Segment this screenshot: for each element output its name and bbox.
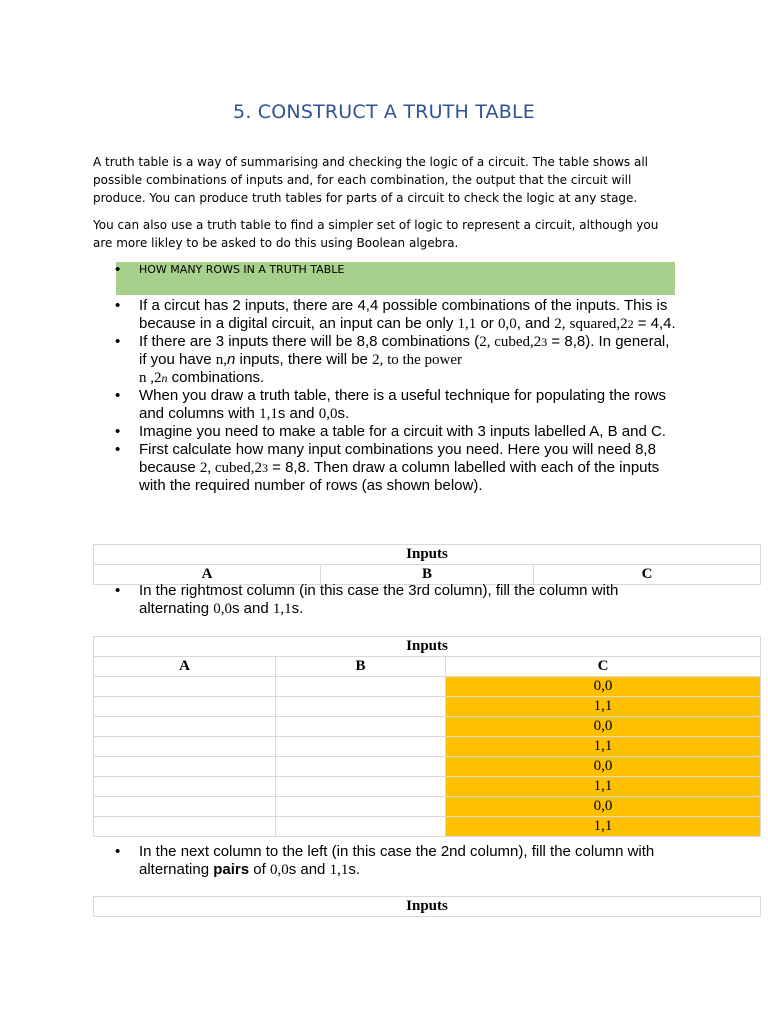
truth-table-empty xyxy=(93,544,761,585)
cell-c: 0,0 xyxy=(446,797,761,817)
table-caption: Inputs xyxy=(94,637,761,657)
table-row xyxy=(94,777,761,797)
cell-c: 0,0 xyxy=(446,757,761,777)
page-title: 5. CONSTRUCT A TRUTH TABLE xyxy=(233,101,535,123)
bullet-rightmost-column: • In the rightmost column (in this case the 3rd column), fill the column with alternating 0,0s and 1,1s. xyxy=(0,582,679,618)
table-caption: Inputs xyxy=(94,545,761,565)
column-header-a: A xyxy=(94,657,276,677)
intro-paragraph-2: You can also use a truth table to find a simpler set of logic to represent a circuit, although you are more likley to be asked to do this using Boolean algebra. xyxy=(93,218,659,250)
bullet-inputs-combinations: • If a circut has 2 inputs, there are 4,4 possible combinations of the inputs. This is because in a digital circuit, an input can be only 1,1 or 0,0, and 2, squared,22 = 4,4. xyxy=(0,297,679,333)
cell-c: 0,0 xyxy=(446,677,761,697)
truth-table-column-c xyxy=(93,636,761,837)
cell-c: 1,1 xyxy=(446,737,761,757)
bullet-technique: • When you draw a truth table, there is a useful technique for populating the rows and columns with 1,1s and 0,0s. xyxy=(0,387,679,423)
bullet-first-calculate: • First calculate how many input combinations you need. Here you will need 8,8 because 2, cubed,23 = 8,8. Then draw a column labelled with each of the inputs with the required number of rows (as shown below). xyxy=(0,441,679,495)
column-header-c: C xyxy=(534,565,761,585)
table-row xyxy=(94,717,761,737)
table-row xyxy=(94,757,761,777)
column-header-b: B xyxy=(321,565,534,585)
table-row xyxy=(94,817,761,837)
bullet-list-1 xyxy=(0,297,768,495)
column-header-a: A xyxy=(94,565,321,585)
bullet-marker: • xyxy=(115,261,121,278)
section-heading: HOW MANY ROWS IN A TRUTH TABLE xyxy=(139,263,345,276)
table-row xyxy=(94,737,761,757)
table-caption: Inputs xyxy=(94,897,761,917)
bullet-list-3 xyxy=(0,843,768,879)
cell-c: 1,1 xyxy=(446,777,761,797)
column-header-c: C xyxy=(446,657,761,677)
bullet-imagine: • Imagine you need to make a table for a circuit with 3 inputs labelled A, B and C. xyxy=(0,423,679,441)
table-row xyxy=(94,797,761,817)
bullet-list-2 xyxy=(0,582,768,618)
cell-c: 1,1 xyxy=(446,817,761,837)
bullet-next-column: • In the next column to the left (in this case the 2nd column), fill the column with alternating pairs of 0,0s and 1,1s. xyxy=(0,843,679,879)
column-header-b: B xyxy=(276,657,446,677)
cell-c: 0,0 xyxy=(446,717,761,737)
table-row xyxy=(94,677,761,697)
table-row xyxy=(94,697,761,717)
bullet-three-inputs: • If there are 3 inputs there will be 8,8 combinations (2, cubed,23 = 8,8). In general, if you have n,n inputs, there will be 2, to the power n ,2n combinations. xyxy=(0,333,679,387)
intro-paragraph-1: A truth table is a way of summarising and checking the logic of a circuit. The table shows all possible combinations of inputs and, for each combination, the output that the circuit will produce. You can produce truth tables for parts of a circuit to check the logic at any stage. xyxy=(93,155,649,205)
truth-table-partial xyxy=(93,896,761,917)
cell-c: 1,1 xyxy=(446,697,761,717)
